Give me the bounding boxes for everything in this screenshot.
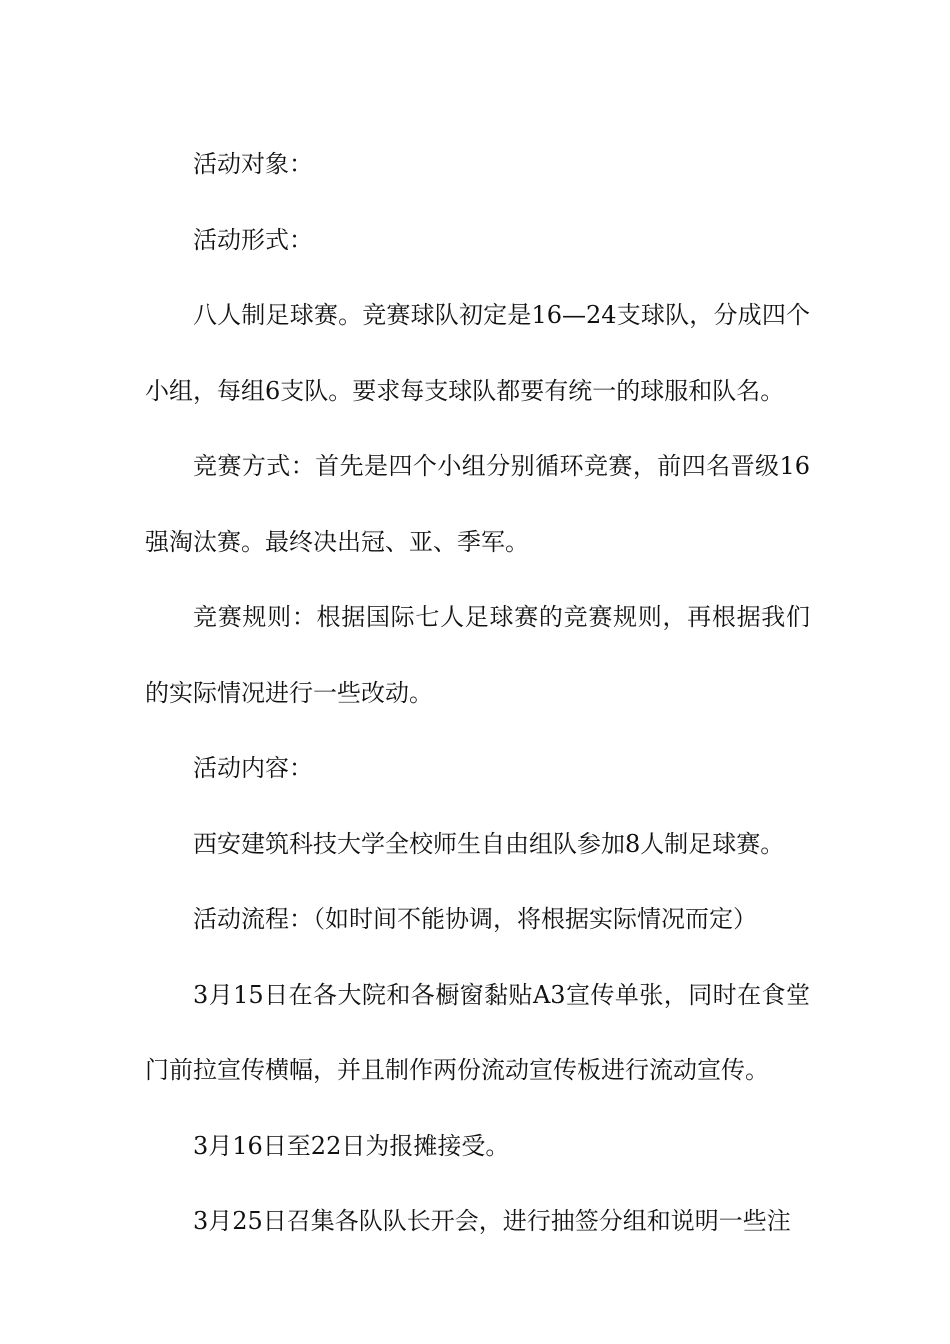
- paragraph-activity-content: 活动内容：: [193, 754, 313, 782]
- paragraph-march-25: 3月25日召集各队队长开会，进行抽签分组和说明一些注: [193, 1207, 791, 1235]
- document-body: [145, 127, 810, 1260]
- paragraph-activity-process: 活动流程：（如时间不能协调，将根据实际情况而定）: [193, 905, 757, 933]
- paragraph-activity-target: 活动对象：: [193, 150, 313, 178]
- paragraph-march-15: 3月15日在各大院和各橱窗黏贴A3宣传单张，同时在食堂门前拉宣传横幅，并且制作两份流动宣传板进行流动宣传。: [145, 980, 810, 1084]
- paragraph-march-16-22: 3月16日至22日为报摊接受。: [193, 1131, 510, 1160]
- paragraph-competition-rules: 竞赛规则：根据国际七人足球赛的竞赛规则，再根据我们的实际情况进行一些改动。: [145, 603, 810, 707]
- paragraph-participants: 西安建筑科技大学全校师生自由组队参加8人制足球赛。: [193, 829, 785, 858]
- paragraph-activity-form: 活动形式：: [193, 225, 313, 254]
- paragraph-eight-a-side-match: 八人制足球赛。竞赛球队初定是16—24支球队，分成四个小组，每组6支队。要求每支球队都要有统一的球服和队名。: [145, 301, 810, 405]
- paragraph-competition-method: 竞赛方式：首先是四个小组分别循环竞赛，前四名晋级16强淘汰赛。最终决出冠、亚、季军。: [145, 452, 810, 556]
